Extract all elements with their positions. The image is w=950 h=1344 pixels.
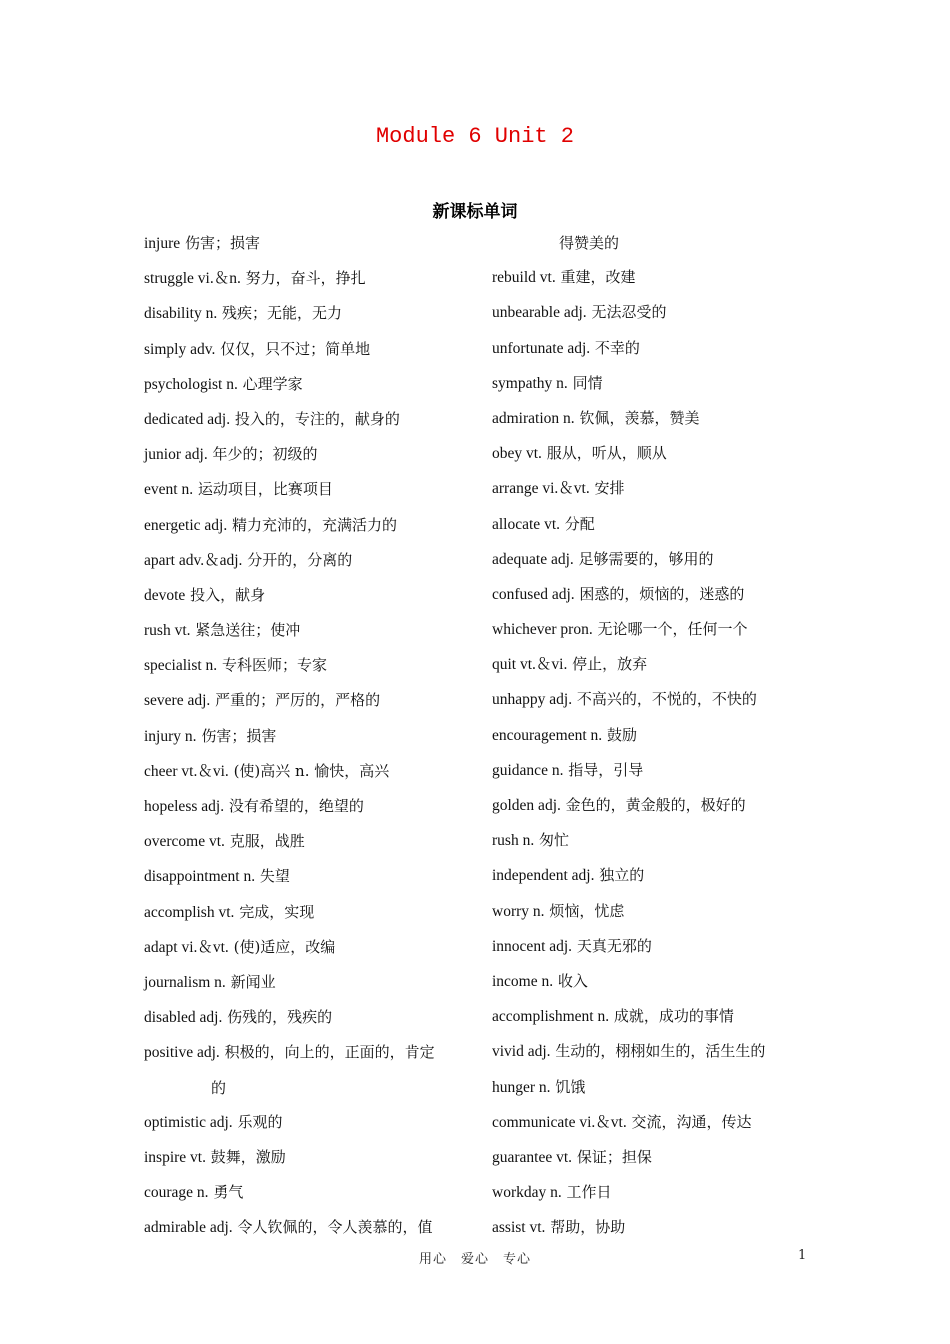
vocab-word: disability n.	[144, 305, 218, 323]
vocab-definition: 交流，沟通，传达	[631, 1112, 752, 1131]
vocab-definition: 困惑的，烦恼的，迷惑的	[579, 584, 745, 603]
vocab-entry	[492, 685, 822, 714]
vocab-word: struggle vi.＆n.	[144, 270, 241, 288]
vocab-word: apart adv.＆adj.	[144, 551, 243, 569]
vocab-word: rush vt.	[144, 622, 191, 640]
vocab-word: assist vt.	[492, 1219, 546, 1237]
vocab-definition: 钦佩，羡慕，赞美	[579, 408, 700, 427]
vocab-word: unbearable adj.	[492, 304, 587, 322]
vocab-definition: 无论哪一个，任何一个	[597, 620, 748, 639]
vocab-definition: 失望	[259, 867, 290, 886]
vocab-word: accomplishment n.	[492, 1008, 610, 1026]
vocab-definition: 的	[211, 1078, 227, 1097]
vocab-entry	[144, 335, 474, 364]
vocab-definition: 独立的	[599, 866, 645, 885]
vocab-word: dedicated adj.	[144, 410, 231, 428]
vocab-word: optimistic adj.	[144, 1113, 233, 1131]
vocab-word: event n.	[144, 481, 194, 499]
vocab-word: guidance n.	[492, 761, 564, 779]
vocab-definition: 得赞美的	[559, 234, 620, 252]
vocab-definition: 残疾；无能，无力	[221, 304, 342, 323]
vocab-definition: 严重的；严厉的，严格的	[215, 691, 381, 710]
vocab-entry	[492, 229, 822, 257]
vocab-word: injury n.	[144, 727, 197, 745]
vocab-entry	[492, 298, 822, 327]
vocab-entry	[492, 510, 822, 539]
vocab-word: cheer vt.＆vi.	[144, 762, 229, 780]
vocab-definition: 心理学家	[242, 374, 303, 393]
vocab-word: adequate adj.	[492, 550, 574, 568]
vocab-word: severe adj.	[144, 692, 211, 710]
vocab-definition: 收入	[557, 971, 588, 990]
vocab-definition: 伤残的，残疾的	[227, 1008, 333, 1027]
vocab-entry	[492, 474, 822, 503]
vocab-word: encouragement n.	[492, 726, 603, 744]
vocab-entry	[492, 861, 822, 890]
vocab-definition: 令人钦佩的，令人羡慕的，值	[237, 1218, 433, 1237]
vocab-entry	[144, 792, 474, 821]
vocab-entry	[144, 1074, 474, 1102]
vocab-definition: 停止，放弃	[572, 655, 648, 674]
vocab-definition: 努力，奋斗，挣扎	[245, 269, 366, 288]
vocab-definition: 饥饿	[555, 1077, 586, 1096]
vocab-definition: 投入，献身	[190, 585, 266, 604]
vocab-word: worry n.	[492, 902, 545, 920]
vocab-word: admiration n.	[492, 409, 575, 427]
vocab-entry	[144, 475, 474, 504]
vocab-entry	[492, 826, 822, 855]
vocab-definition: 金色的，黄金般的，极好的	[565, 796, 746, 814]
vocab-entry	[492, 756, 822, 785]
vocab-entry	[492, 545, 822, 574]
vocab-word: allocate vt.	[492, 515, 560, 533]
vocab-definition: 新闻业	[230, 972, 276, 991]
vocab-definition: 生动的，栩栩如生的，活生生的	[555, 1042, 766, 1061]
vocab-definition: 不幸的	[594, 338, 640, 357]
vocab-word: guarantee vt.	[492, 1148, 573, 1166]
vocab-definition: 烦恼，忧虑	[549, 901, 625, 920]
vocab-word: journalism n.	[144, 973, 226, 991]
vocab-entry	[492, 334, 822, 363]
page-footer: 用心 爱心 专心	[418, 1252, 531, 1267]
vocab-definition: (使)适应，改编	[233, 937, 336, 956]
vocab-entry	[144, 686, 474, 715]
vocab-entry	[492, 404, 822, 433]
vocab-definition: (使)高兴 n. 愉快，高兴	[233, 761, 390, 780]
vocab-word: innocent adj.	[492, 937, 573, 955]
vocab-word: whichever pron.	[492, 621, 593, 639]
vocab-entry	[144, 757, 474, 786]
vocab-word: communicate vi.＆vt.	[492, 1113, 627, 1131]
vocab-entry	[144, 933, 474, 962]
vocab-entry	[492, 263, 822, 292]
vocab-word: quit vt.＆vi.	[492, 656, 568, 674]
vocab-entry	[144, 405, 474, 434]
vocab-definition: 完成，实现	[239, 902, 315, 921]
vocab-definition: 指导，引导	[568, 760, 644, 779]
vocab-definition: 积极的，向上的，正面的，肯定	[224, 1043, 435, 1062]
vocab-definition: 分配	[564, 514, 595, 533]
vocab-entry	[492, 1073, 822, 1102]
vocab-entry	[144, 862, 474, 891]
vocab-column-right	[492, 229, 822, 1248]
vocab-word: energetic adj.	[144, 516, 228, 534]
vocab-entry	[492, 369, 822, 398]
vocab-word: golden adj.	[492, 797, 561, 814]
vocab-entry	[492, 1108, 822, 1137]
vocab-definition: 年少的；初级的	[212, 445, 318, 464]
vocab-word: junior adj.	[144, 446, 208, 464]
vocab-word: hopeless adj.	[144, 798, 225, 815]
vocab-definition: 乐观的	[237, 1112, 283, 1131]
vocab-definition: 紧急送往；使冲	[195, 621, 301, 640]
vocab-word: courage n.	[144, 1184, 209, 1202]
vocab-entry	[492, 932, 822, 961]
vocab-entry	[144, 1178, 474, 1207]
vocab-entry	[492, 967, 822, 996]
vocab-entry	[144, 1213, 474, 1242]
vocab-definition: 无法忍受的	[591, 303, 667, 322]
vocab-entry	[144, 546, 474, 575]
vocab-definition: 工作日	[566, 1183, 612, 1202]
vocab-word: disabled adj.	[144, 1009, 223, 1027]
vocab-definition: 成就，成功的事情	[613, 1007, 734, 1026]
vocab-word: rush n.	[492, 832, 535, 850]
vocab-definition: 精力充沛的，充满活力的	[231, 515, 397, 534]
page-number: 1	[798, 1248, 807, 1263]
vocab-entry	[144, 827, 474, 856]
vocab-definition: 伤害；损害	[201, 726, 277, 745]
vocab-word: unhappy adj.	[492, 691, 573, 709]
vocab-definition: 保证；担保	[576, 1147, 652, 1166]
vocab-definition: 运动项目，比赛项目	[197, 480, 333, 499]
vocab-word: positive adj.	[144, 1044, 220, 1062]
vocab-entry	[492, 1143, 822, 1172]
vocab-definition: 帮助，协助	[550, 1218, 626, 1237]
vocab-word: inspire vt.	[144, 1148, 206, 1166]
vocab-definition: 不高兴的，不悦的，不快的	[576, 690, 757, 709]
vocab-word: arrange vi.＆vt.	[492, 480, 590, 498]
section-heading: 新课标单词	[432, 202, 518, 222]
vocab-entry	[144, 299, 474, 328]
vocab-word: accomplish vt.	[144, 903, 235, 921]
vocab-word: injure	[144, 235, 181, 252]
vocab-entry	[492, 580, 822, 609]
vocab-definition: 专科医师；专家	[221, 656, 327, 675]
vocab-word: rebuild vt.	[492, 269, 556, 287]
vocab-definition: 鼓舞，激励	[210, 1147, 286, 1166]
vocab-definition: 克服，战胜	[229, 832, 305, 851]
vocab-entry	[144, 264, 474, 293]
vocab-word: confused adj.	[492, 585, 575, 603]
vocab-word: income n.	[492, 972, 554, 990]
vocab-entry	[144, 511, 474, 540]
vocab-word: devote	[144, 586, 186, 604]
vocab-entry	[144, 722, 474, 751]
vocab-entry	[144, 229, 474, 258]
vocab-word: simply adv.	[144, 340, 216, 358]
vocab-word: independent adj.	[492, 867, 595, 885]
vocab-word: obey vt.	[492, 445, 542, 463]
vocab-entry	[144, 651, 474, 680]
vocab-entry	[492, 791, 822, 820]
vocab-definition: 分开的，分离的	[247, 550, 353, 569]
vocab-definition: 投入的，专注的，献身的	[234, 409, 400, 428]
vocab-word: adapt vi.＆vt.	[144, 938, 229, 956]
vocab-word: unfortunate adj.	[492, 339, 591, 357]
vocab-entry	[492, 897, 822, 926]
vocab-definition: 鼓励	[606, 725, 637, 744]
vocab-definition: 仅仅，只不过；简单地	[220, 339, 371, 358]
vocab-entry	[492, 1178, 822, 1207]
vocab-entry	[144, 440, 474, 469]
vocab-entry	[144, 616, 474, 645]
vocab-word: psychologist n.	[144, 375, 238, 393]
vocab-definition: 同情	[572, 373, 603, 392]
vocab-definition: 足够需要的，够用的	[578, 549, 714, 568]
vocab-entry	[492, 439, 822, 468]
vocab-definition: 勇气	[213, 1183, 244, 1202]
vocab-entry	[492, 1037, 822, 1066]
vocab-word: vivid adj.	[492, 1043, 551, 1061]
vocab-entry	[492, 650, 822, 679]
vocab-definition: 没有希望的，绝望的	[228, 797, 364, 815]
vocab-entry	[492, 1002, 822, 1031]
vocab-entry	[144, 370, 474, 399]
vocab-word: overcome vt.	[144, 833, 225, 851]
vocab-column-left	[144, 229, 474, 1248]
vocab-word: workday n.	[492, 1184, 562, 1202]
vocab-entry	[144, 581, 474, 610]
vocab-entry	[492, 721, 822, 750]
vocab-definition: 安排	[594, 479, 625, 498]
vocab-entry	[492, 1213, 822, 1242]
vocab-entry	[144, 898, 474, 927]
vocab-definition: 伤害；损害	[184, 234, 260, 252]
vocab-word: admirable adj.	[144, 1219, 233, 1237]
vocab-word: specialist n.	[144, 657, 218, 675]
vocab-word: sympathy n.	[492, 374, 568, 392]
vocab-definition: 匆忙	[538, 831, 569, 850]
vocab-entry	[144, 968, 474, 997]
vocab-definition: 天真无邪的	[576, 936, 652, 955]
vocab-entry	[144, 1143, 474, 1172]
vocab-word: disappointment n.	[144, 868, 256, 886]
vocab-entry	[144, 1038, 474, 1067]
vocab-definition: 重建，改建	[560, 268, 636, 287]
vocab-entry	[144, 1108, 474, 1137]
vocab-definition: 服从，听从，顺从	[546, 444, 667, 463]
vocab-entry	[144, 1003, 474, 1032]
page-title: Module 6 Unit 2	[375, 124, 575, 149]
vocab-entry	[492, 615, 822, 644]
vocab-word: hunger n.	[492, 1078, 551, 1096]
